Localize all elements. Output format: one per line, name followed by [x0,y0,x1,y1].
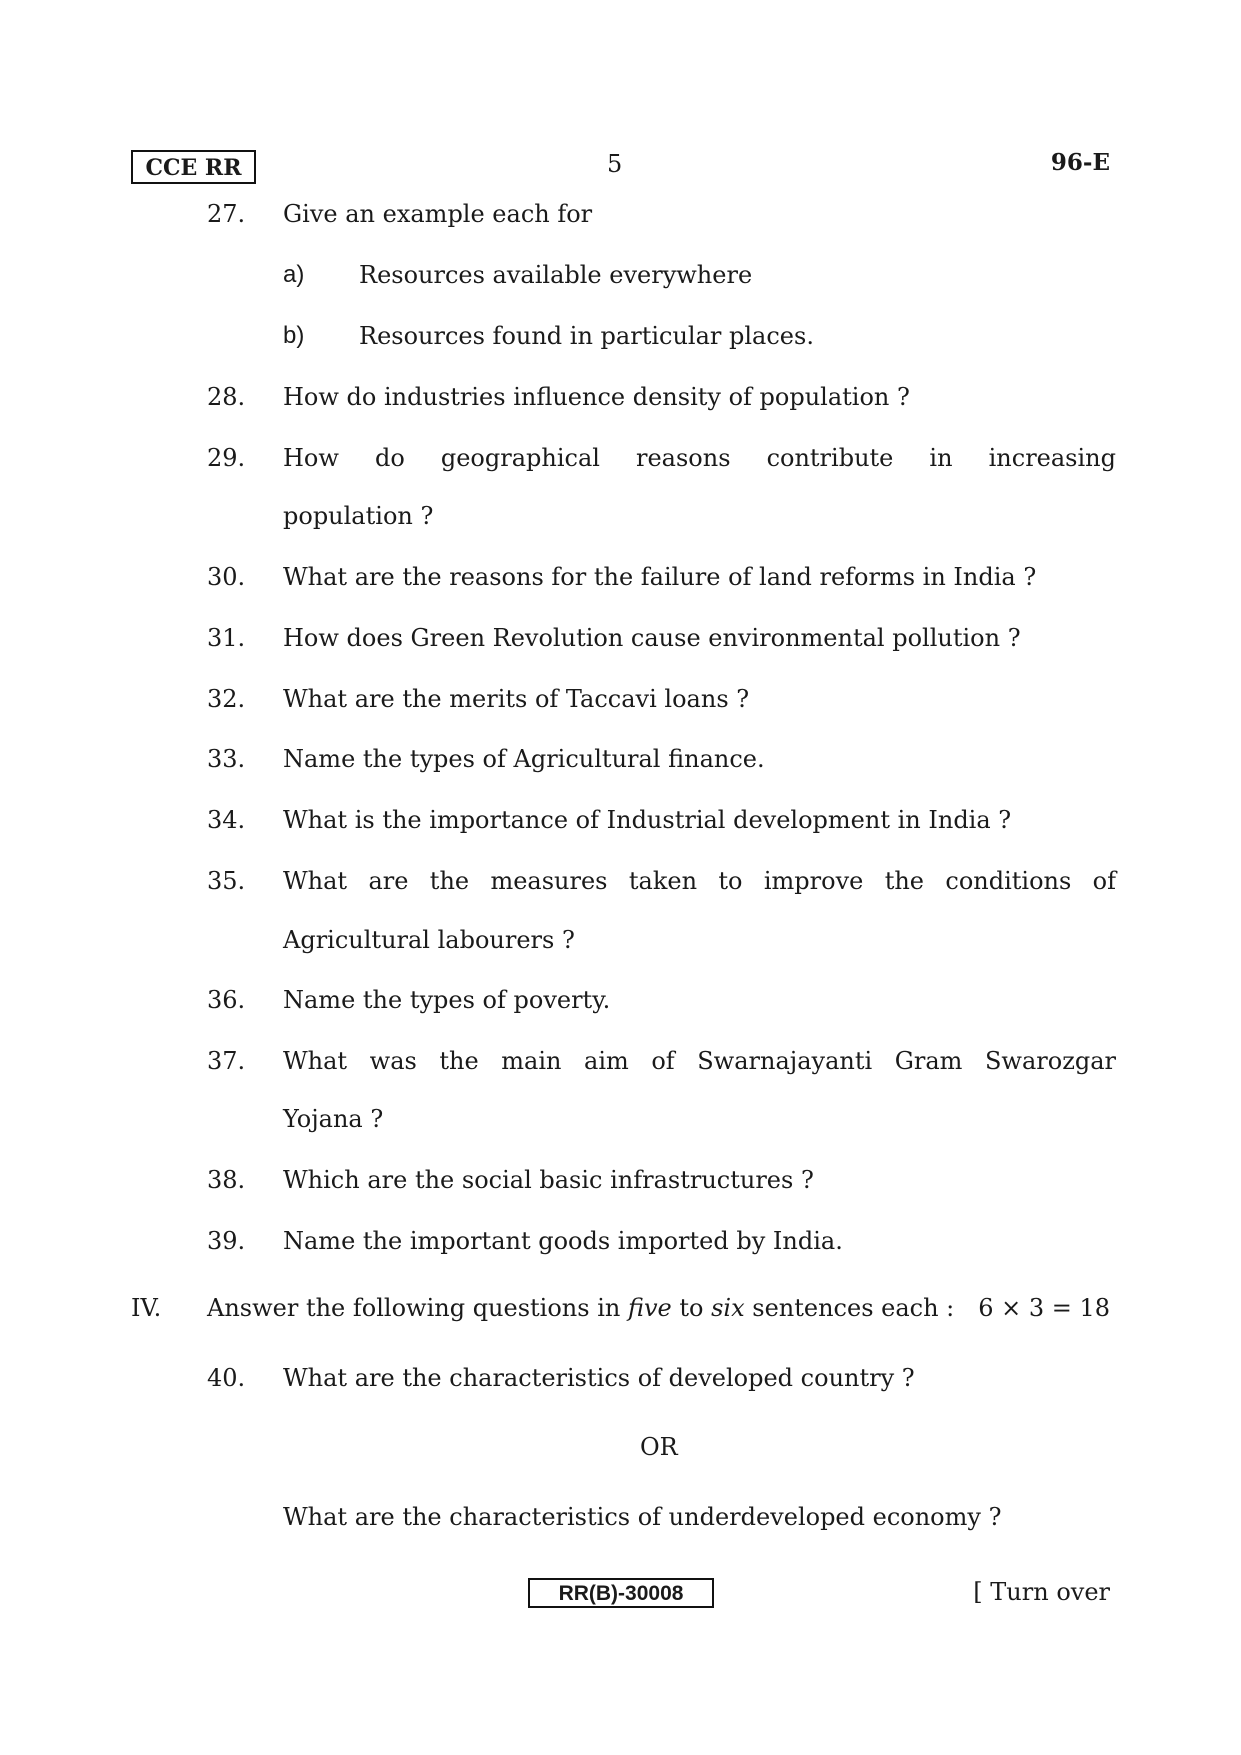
sub-text: Resources found in particular places. [359,322,814,350]
question-number: 33. [207,745,246,773]
question-number: 34. [207,806,246,834]
page-number: 5 [607,150,623,178]
question-number: 37. [207,1047,246,1075]
section-number: IV. [131,1294,162,1322]
question-number: 27. [207,200,246,228]
question-number: 31. [207,624,246,652]
question-number: 35. [207,867,246,895]
question-text-line1: How do geographical reasons contribute in increasing [283,444,1116,472]
question-text-line2: Agricultural labourers ? [283,926,575,954]
question-number: 30. [207,563,246,591]
question-text: What are the characteristics of developed country ? [283,1364,915,1392]
question-text: Name the types of Agricultural finance. [283,745,765,773]
question-number: 40. [207,1364,246,1392]
question-text: Name the important goods imported by India. [283,1227,843,1255]
question-text-line1: What was the main aim of Swarnajayanti Gram Swarozgar [283,1047,1116,1075]
sub-text: Resources available everywhere [359,261,753,289]
or-separator: OR [640,1433,678,1461]
question-text-line2: Yojana ? [283,1105,384,1133]
footer-code-box [528,1578,714,1608]
question-number: 36. [207,986,246,1014]
question-text: Which are the social basic infrastructures ? [283,1166,814,1194]
question-text: What are the merits of Taccavi loans ? [283,685,750,713]
sub-label: b) [283,322,305,349]
question-number: 32. [207,685,246,713]
section-instruction: Answer the following questions in five to six sentences each : [207,1294,955,1322]
question-number: 28. [207,383,246,411]
sub-label: a) [283,261,305,288]
header-code: CCE RR [145,155,242,181]
header-code-box [131,150,256,184]
footer-code: RR(B)-30008 [558,1582,684,1605]
question-text: Give an example each for [283,200,593,228]
question-text: How do industries influence density of population ? [283,383,910,411]
question-text-line2: population ? [283,502,434,530]
question-number: 38. [207,1166,246,1194]
question-text: What are the reasons for the failure of land reforms in India ? [283,563,1037,591]
question-number: 29. [207,444,246,472]
question-alt-text: What are the characteristics of underdeveloped economy ? [283,1503,1002,1531]
section-marks: 6 × 3 = 18 [978,1294,1110,1322]
question-text: What is the importance of Industrial development in India ? [283,806,1012,834]
question-number: 39. [207,1227,246,1255]
paper-code: 96-E [1050,149,1110,176]
question-text: Name the types of poverty. [283,986,611,1014]
turn-over: [ Turn over [973,1578,1110,1606]
question-text-line1: What are the measures taken to improve the conditions of [283,867,1116,895]
question-text: How does Green Revolution cause environmental pollution ? [283,624,1021,652]
